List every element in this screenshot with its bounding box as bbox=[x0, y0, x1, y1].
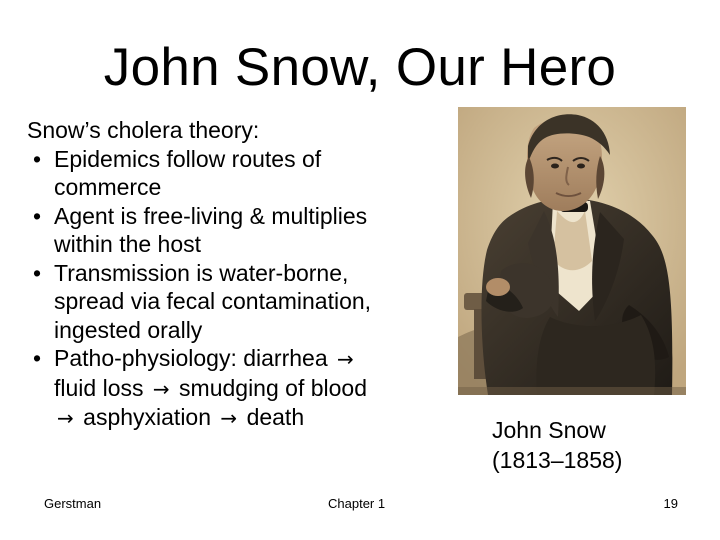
bullet-line: within the host bbox=[54, 231, 202, 257]
bullet-list bbox=[27, 145, 452, 433]
pathophysiology-line-1 bbox=[54, 344, 452, 374]
bullet-line: Transmission is water-borne, bbox=[54, 259, 349, 286]
pathophysiology-text-death: death bbox=[246, 404, 305, 430]
bullet-item-agent bbox=[27, 202, 452, 259]
john-snow-portrait bbox=[458, 107, 686, 395]
portrait-caption bbox=[492, 415, 622, 475]
portrait-photo-icon bbox=[458, 107, 686, 395]
bullet-dot-icon: • bbox=[32, 202, 42, 229]
slide-title: John Snow, Our Hero bbox=[103, 38, 617, 97]
bullet-line: Agent is free-living & multiplies bbox=[54, 202, 368, 229]
footer-chapter: Chapter 1 bbox=[328, 496, 386, 511]
bullet-line: spread via fecal contamination, bbox=[54, 288, 372, 314]
right-arrow-icon: → bbox=[337, 347, 354, 371]
bullet-dot-icon: • bbox=[32, 145, 42, 172]
body-lead: Snow’s cholera theory: bbox=[27, 117, 260, 143]
pathophysiology-text-smudging: smudging of blood bbox=[179, 374, 367, 401]
right-arrow-icon: → bbox=[220, 406, 238, 430]
bullet-line: Epidemics follow routes of bbox=[54, 145, 322, 172]
pathophysiology-line-2 bbox=[54, 374, 452, 404]
right-arrow-icon: → bbox=[57, 406, 74, 430]
bullet-item-commerce bbox=[27, 145, 452, 202]
footer-page-number: 19 bbox=[663, 496, 678, 511]
caption-name: John Snow bbox=[492, 417, 606, 443]
pathophysiology-line-3 bbox=[54, 403, 452, 433]
bullet-dot-icon: • bbox=[32, 345, 42, 371]
caption-years: (1813–1858) bbox=[492, 447, 623, 473]
right-arrow-icon: → bbox=[152, 376, 170, 401]
bullet-item-transmission bbox=[27, 259, 452, 345]
slide-body bbox=[27, 116, 452, 433]
bullet-dot-icon: • bbox=[32, 259, 42, 286]
bullet-item-pathophysiology bbox=[27, 344, 452, 433]
bullet-line: commerce bbox=[54, 174, 162, 200]
pathophysiology-text-asphyxiation: asphyxiation bbox=[83, 404, 212, 430]
pathophysiology-text-fluid-loss: fluid loss bbox=[54, 374, 144, 401]
bullet-line: ingested orally bbox=[54, 316, 203, 343]
pathophysiology-text-diarrhea: Patho-physiology: diarrhea bbox=[54, 345, 328, 371]
footer-author: Gerstman bbox=[44, 496, 102, 511]
